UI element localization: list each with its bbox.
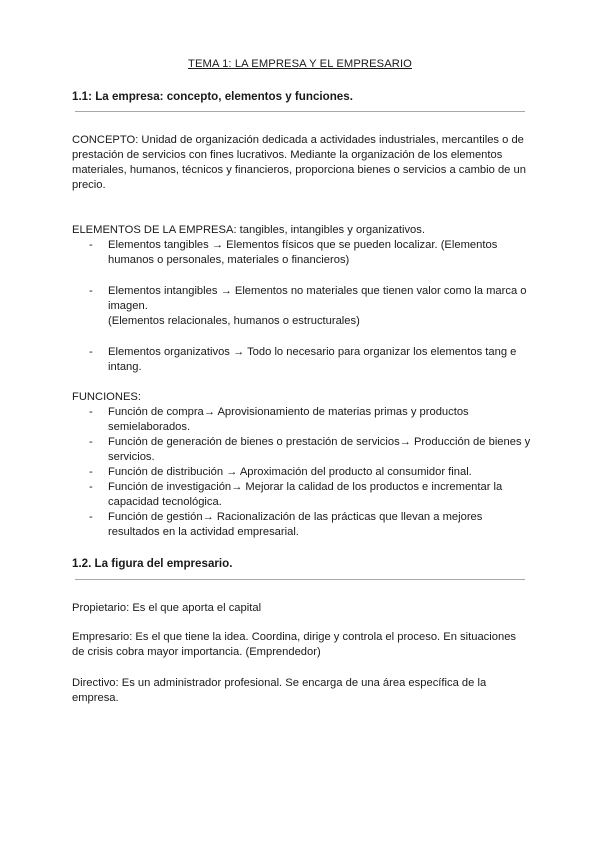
bullet-line: capacidad tecnológica.	[108, 496, 222, 508]
bullet-line: resultados en la actividad empresarial.	[108, 526, 299, 538]
bullet-text	[108, 345, 533, 375]
bullet-text	[108, 284, 533, 329]
bullet-line: Función de compra→ Aprovisionamiento de materias primas y productos	[108, 406, 469, 418]
bullet-dash: -	[89, 346, 93, 358]
bullet-line: Elementos tangibles → Elementos físicos que se pueden localizar. (Elementos	[108, 239, 498, 251]
bullet-line: Función de gestión→ Racionalización de las prácticas que llevan a mejores	[108, 511, 483, 523]
bullet-dash: -	[89, 239, 93, 251]
bullet-dash: -	[89, 511, 93, 523]
bullet-dash: -	[89, 436, 93, 448]
bullet-text	[108, 238, 533, 268]
bullet-line: Función de distribución → Aproximación del producto al consumidor final.	[108, 466, 472, 478]
document-title: TEMA 1: LA EMPRESA Y EL EMPRESARIO	[188, 58, 412, 70]
concepto-paragraph	[72, 133, 532, 193]
bullet-line: semielaborados.	[108, 421, 191, 433]
directivo-paragraph	[72, 676, 532, 706]
bullet-text	[108, 480, 533, 510]
paragraph-line: empresa.	[72, 692, 119, 704]
bullet-dash: -	[89, 481, 93, 493]
elementos-intro: ELEMENTOS DE LA EMPRESA: tangibles, intangibles y organizativos.	[72, 224, 425, 236]
paragraph-line: Propietario: Es el que aporta el capital	[72, 602, 262, 614]
empresario-paragraph	[72, 630, 532, 660]
concepto-line: materiales, humanos, técnicos y financieros, proporciona bienes o servicios a cambio de un	[72, 164, 526, 176]
concepto-line: CONCEPTO: Unidad de organización dedicada a actividades industriales, mercantiles o de	[72, 134, 524, 146]
bullet-text	[108, 510, 533, 540]
bullet-line: imagen.	[108, 300, 148, 312]
bullet-line: Elementos intangibles → Elementos no materiales que tienen valor como la marca o	[108, 285, 527, 297]
propietario-paragraph	[72, 601, 532, 616]
bullet-dash: -	[89, 285, 93, 297]
paragraph-line: Directivo: Es un administrador profesional. Se encarga de una área específica de la	[72, 677, 487, 689]
bullet-text	[108, 465, 533, 480]
bullet-line: Función de generación de bienes o prestación de servicios→ Producción de bienes y	[108, 436, 531, 448]
bullet-text	[108, 405, 533, 435]
concepto-line: prestación de servicios con fines lucrativos. Mediante la organización de los elementos	[72, 149, 503, 161]
bullet-line: servicios.	[108, 451, 155, 463]
paragraph-line: de crisis cobra mayor importancia. (Emprendedor)	[72, 646, 321, 658]
section-2-heading: 1.2. La figura del empresario.	[72, 557, 233, 570]
bullet-line: Función de investigación→ Mejorar la calidad de los productos e incrementar la	[108, 481, 503, 493]
bullet-text	[108, 435, 533, 465]
bullet-dash: -	[89, 406, 93, 418]
funciones-intro: FUNCIONES:	[72, 391, 141, 403]
concepto-line: precio.	[72, 179, 106, 191]
bullet-line: Elementos organizativos → Todo lo necesario para organizar los elementos tang e	[108, 346, 517, 358]
section-1-divider	[75, 111, 525, 112]
paragraph-line: Empresario: Es el que tiene la idea. Coordina, dirige y controla el proceso. En situaciones	[72, 631, 517, 643]
bullet-line: intang.	[108, 361, 142, 373]
section-1-heading: 1.1: La empresa: concepto, elementos y funciones.	[72, 90, 353, 103]
section-2-divider	[75, 579, 525, 580]
bullet-dash: -	[89, 466, 93, 478]
bullet-line: (Elementos relacionales, humanos o estructurales)	[108, 315, 360, 327]
bullet-line: humanos o personales, materiales o financieros)	[108, 254, 350, 266]
